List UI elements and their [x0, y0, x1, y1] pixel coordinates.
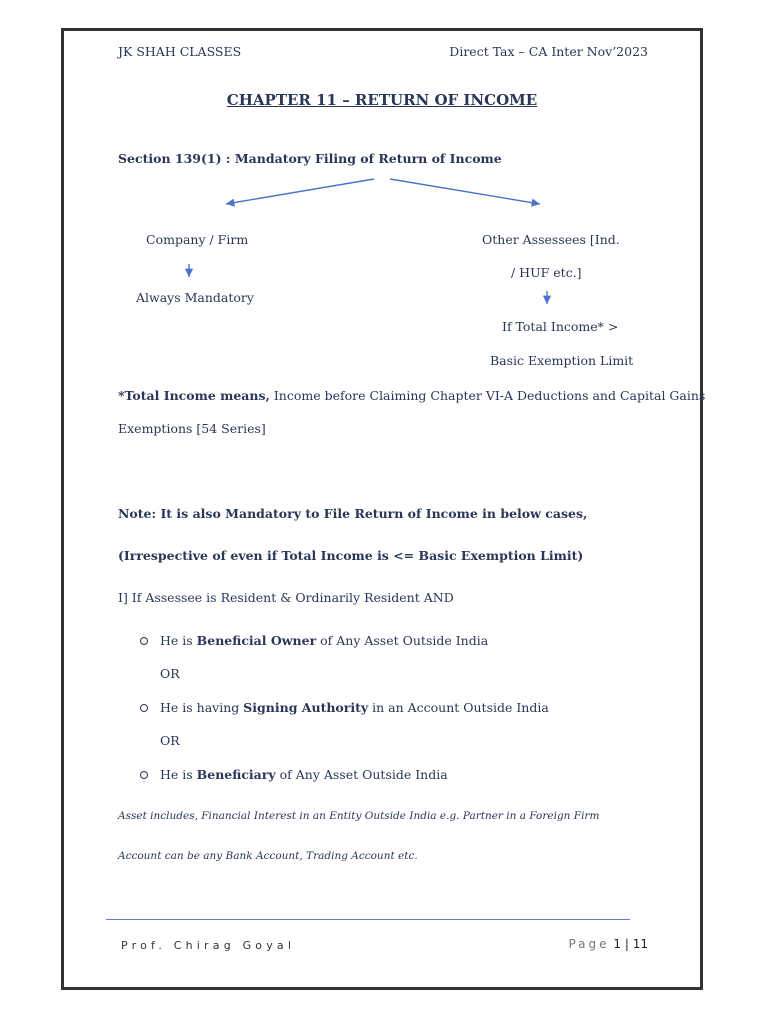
note-line2: (Irrespective of even if Total Income is <= Basic Exemption Limit) [118, 548, 584, 563]
bullet-2-post: in an Account Outside India [368, 700, 549, 715]
note-line1: Note: It is also Mandatory to File Return of Income in below cases, [118, 506, 588, 521]
header-left: JK SHAH CLASSES [118, 44, 242, 59]
arrow-left-branch [226, 179, 374, 204]
bullet-item-2 [160, 700, 549, 715]
section-heading: Section 139(1) : Mandatory Filing of Return of Income [118, 151, 502, 166]
bullet-3-pre: He is [160, 767, 197, 782]
note-italic-1: Asset includes, Financial Interest in an Entity Outside India e.g. Partner in a Foreign Firm [118, 810, 600, 822]
header-right: Direct Tax – CA Inter Nov’2023 [449, 44, 648, 59]
bullet-2-pre: He is having [160, 700, 244, 715]
tree-left-node: Company / Firm [146, 232, 249, 247]
page-current: 1 [613, 937, 622, 951]
bullet-3-bold: Beneficiary [196, 767, 276, 782]
bullet-1-bold: Beneficial Owner [196, 633, 317, 648]
note-italic-2: Account can be any Bank Account, Trading Account etc. [118, 850, 418, 862]
definition-term: *Total Income means, [118, 388, 270, 403]
bullet-1-pre: He is [160, 633, 197, 648]
bullet-item-3 [160, 767, 448, 782]
definition-text: Income before Claiming Chapter VI-A Deductions and Capital Gains [269, 388, 706, 403]
bullet-marker [140, 771, 148, 779]
tree-right-result-line2: Basic Exemption Limit [490, 353, 634, 368]
case-intro: I] If Assessee is Resident & Ordinarily Resident AND [118, 590, 454, 605]
bullet-item-1 [160, 633, 488, 648]
document-page [61, 28, 706, 990]
tree-left-result: Always Mandatory [136, 290, 254, 305]
page-separator: | [624, 937, 629, 951]
definition-line2: Exemptions [54 Series] [118, 421, 266, 436]
page-total: 11 [632, 937, 648, 951]
footer-author: Prof. Chirag Goyal [121, 939, 296, 952]
definition-line1 [118, 388, 705, 403]
page-word: Page [568, 937, 610, 951]
tree-arrows [64, 31, 700, 331]
tree-right-node-line1: Other Assessees [Ind. [482, 232, 620, 247]
bullet-2-bold: Signing Authority [243, 700, 369, 715]
or-label-1: OR [160, 666, 180, 681]
footer-divider [106, 919, 630, 920]
tree-right-result-line1: If Total Income* > [502, 319, 619, 334]
chapter-title: CHAPTER 11 – RETURN OF INCOME [226, 91, 538, 109]
bullet-marker [140, 704, 148, 712]
bullet-marker [140, 637, 148, 645]
bullet-1-post: of Any Asset Outside India [316, 633, 489, 648]
or-label-2: OR [160, 733, 180, 748]
footer-page-number [568, 937, 648, 951]
bullet-3-post: of Any Asset Outside India [275, 767, 448, 782]
arrow-right-branch [390, 179, 540, 204]
tree-right-node-line2: / HUF etc.] [511, 265, 582, 280]
